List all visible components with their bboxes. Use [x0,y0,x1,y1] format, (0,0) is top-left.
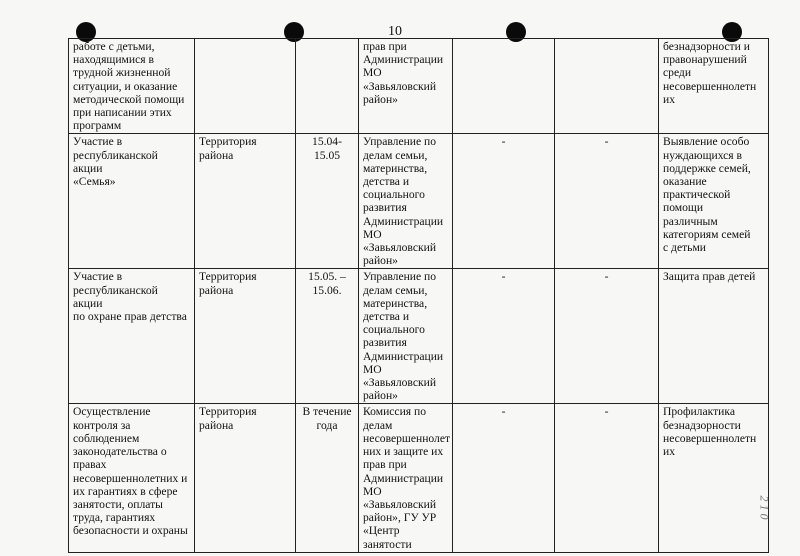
date-cell: 15.05. – 15.06. [296,269,359,404]
responsible-cell: Управление по делам семьи, материнства, детства и социального развития Администрации МО «Завьяловский район» [359,134,453,269]
place-cell: Территория района [195,269,296,404]
amount-cell: - [555,404,659,552]
place-cell [195,39,296,134]
table-row [69,39,769,134]
event-cell: Осуществление контроля за соблюдением законодательства о правах несовершеннолетних и их гарантиях в сфере занятости, оплаты труда, гарантиях безопасности и охраны [69,404,195,552]
place-cell: Территория района [195,134,296,269]
funding-cell: - [453,404,555,552]
result-cell: безнадзорности и правонарушений среди несовершеннолетн их [659,39,769,134]
funding-cell: - [453,269,555,404]
table-row [69,269,769,404]
responsible-cell: Комиссия по делам несовершеннолет них и защите их прав при Администрации МО «Завьяловский район», ГУ УР «Центр занятости [359,404,453,552]
date-cell [296,39,359,134]
date-cell: 15.04- 15.05 [296,134,359,269]
responsible-cell: Управление по делам семьи, материнства, детства и социального развития Администрации МО «Завьяловский район» [359,269,453,404]
funding-cell [453,39,555,134]
table-row [69,404,769,552]
event-cell: работе с детьми, находящимися в трудной жизненной ситуации, и оказание методической помощи при написании этих программ [69,39,195,134]
event-cell: Участие в республиканской акции «Семья» [69,134,195,269]
amount-cell [555,39,659,134]
place-cell: Территория района [195,404,296,552]
date-cell: В течение года [296,404,359,552]
table-row [69,134,769,269]
plan-table [68,38,769,553]
result-cell: Защита прав детей [659,269,769,404]
result-cell: Выявление особо нуждающихся в поддержке семей, оказание практической помощи различным категориям семей с детьми [659,134,769,269]
result-cell: Профилактика безнадзорности несовершеннолетн их [659,404,769,552]
event-cell: Участие в республиканской акции по охране прав детства [69,269,195,404]
margin-handwritten-note: 2 1 0 [757,495,772,520]
amount-cell: - [555,134,659,269]
responsible-cell: прав при Администрации МО «Завьяловский район» [359,39,453,134]
amount-cell: - [555,269,659,404]
page-number: 10 [388,24,402,39]
funding-cell: - [453,134,555,269]
